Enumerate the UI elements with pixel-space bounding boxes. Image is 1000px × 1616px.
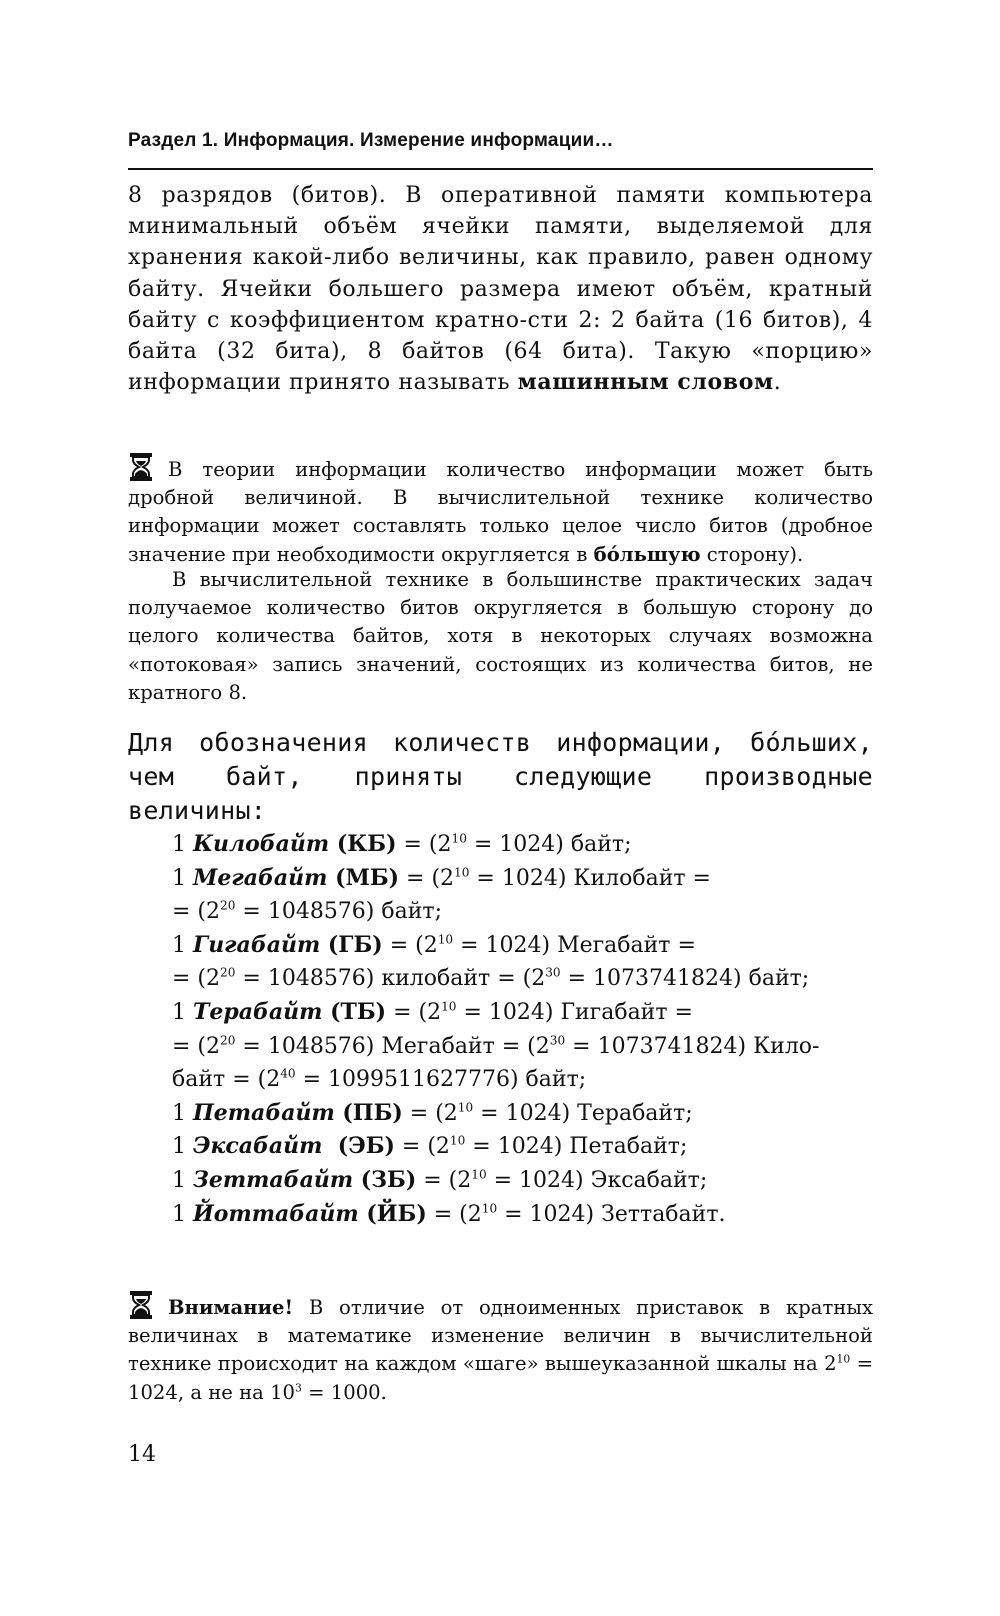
- unit-abbr: (ПБ): [334, 1099, 403, 1126]
- unit-count: 1: [172, 932, 193, 958]
- note-emphasis: бóльшую: [593, 542, 701, 566]
- exponent: 10: [836, 1352, 851, 1366]
- unit-formula-text: = 1024) Гигабайт =: [456, 999, 693, 1025]
- unit-abbr: (ТБ): [322, 998, 387, 1025]
- note-text: В теории информации количество информации может быть дробной величиной. В вычислительной технике количество информации может составлять только целое число битов (дробное значение при необходимости округляется в: [128, 458, 873, 566]
- unit-name: Гигабайт: [193, 931, 321, 958]
- exponent: 10: [457, 1100, 474, 1115]
- unit-formula-text: байт = (2: [172, 1067, 281, 1093]
- unit-name: Килобайт: [193, 831, 330, 857]
- note-text-end: сторону).: [700, 542, 804, 566]
- unit-line: [172, 996, 872, 1030]
- unit-abbr: (КБ): [329, 831, 397, 857]
- unit-formula-text: = 1024) Петабайт;: [465, 1134, 688, 1160]
- unit-line: [172, 862, 872, 896]
- unit-formula-text: = (2: [172, 899, 221, 925]
- page-number: 14: [128, 1442, 156, 1467]
- unit-formula-text: = (2: [382, 932, 438, 958]
- note-paragraph-2: В вычислительной технике в большинстве практических задач получаемое количество битов округляется в большую сторону до целого количества байтов, хотя в некоторых случаях возможна «потоковая» запись значений, состоящих из количества битов, не кратного 8.: [128, 568, 873, 704]
- warning-text: В отличие от одноименных приставок в кратных величинах в математике изменение величин в вычислительной технике происходит на каждом «шаге» вышеуказанной шкалы на: [128, 1296, 873, 1376]
- warning-formula-text: = 1000.: [301, 1380, 387, 1404]
- unit-formula-text: = 1024) Терабайт;: [473, 1100, 693, 1126]
- unit-formula-text: = (2: [394, 1134, 450, 1160]
- unit-formula-text: = 1024) Зеттабайт.: [497, 1201, 726, 1227]
- unit-formula-text: = (2: [416, 1167, 472, 1193]
- unit-formula-text: = (2: [426, 1201, 482, 1227]
- exponent: 10: [481, 1201, 498, 1216]
- unit-count: 1: [172, 1167, 193, 1193]
- exponent: 30: [549, 1033, 566, 1048]
- exponent: 20: [220, 898, 236, 913]
- unit-line: [172, 828, 872, 862]
- warning-paragraph: [128, 1290, 873, 1407]
- unit-line: [172, 1030, 872, 1064]
- exponent: 10: [449, 1133, 466, 1148]
- unit-abbr: (ЙБ): [358, 1200, 427, 1227]
- unit-formula-text: = 1024) байт;: [466, 832, 632, 857]
- unit-formula-text: = 1048576) Мегабайт = (2: [235, 1033, 550, 1059]
- unit-formula-text: = 1024) Эксабайт;: [486, 1167, 708, 1193]
- exponent: 3: [295, 1381, 302, 1395]
- warning-formula-text: 2: [824, 1352, 837, 1376]
- unit-formula-text: = (2: [386, 999, 442, 1025]
- intro-term: машинным словом: [517, 369, 774, 396]
- note-paragraph: [128, 452, 873, 569]
- unit-abbr: (МБ): [327, 864, 400, 891]
- exponent: 10: [471, 1167, 487, 1182]
- exponent: 40: [280, 1066, 296, 1081]
- unit-line: [172, 962, 872, 996]
- unit-line: [172, 1130, 872, 1164]
- unit-abbr: (ЗБ): [353, 1166, 417, 1193]
- unit-formula-text: = 1099511627776) байт;: [295, 1067, 587, 1093]
- units-list: [172, 828, 872, 1231]
- unit-count: 1: [172, 999, 193, 1025]
- unit-formula-text: = (2: [402, 1100, 458, 1126]
- unit-line: [172, 895, 872, 929]
- unit-name: Петабайт: [193, 1099, 335, 1126]
- intro-paragraph: [128, 180, 873, 398]
- hourglass-icon: [128, 1290, 154, 1320]
- exponent: 10: [451, 831, 467, 846]
- exponent: 20: [220, 965, 236, 980]
- unit-count: 1: [172, 832, 193, 857]
- unit-line: [172, 1097, 872, 1131]
- intro-text: 8 разрядов (битов). В оперативной памяти компьютера минимальный объём ячейки памяти, выделяемой для хранения какой-либо величины, как правило, равен одному байту. Ячейки большего размера имеют объём, кратный байту с коэффициентом кратно-сти 2: 2 байта (16 битов), 4 байта (32 бита), 8 байтов (64 бита). Такую «порцию» информации принято называть: [128, 183, 873, 396]
- unit-formula-text: = 1024) Килобайт =: [469, 865, 711, 891]
- unit-line: [172, 1164, 872, 1198]
- unit-formula-text: = 1048576) килобайт = (2: [235, 966, 546, 992]
- unit-count: 1: [172, 1100, 193, 1126]
- unit-formula-text: = 1073741824) байт;: [560, 966, 810, 992]
- unit-name: Эксабайт: [193, 1133, 323, 1160]
- intro-text-end: .: [773, 370, 782, 396]
- header-rule: [128, 168, 873, 170]
- exponent: 30: [545, 965, 561, 980]
- unit-formula-text: = (2: [396, 832, 452, 857]
- unit-formula-text: = 1024) Мегабайт =: [453, 932, 696, 958]
- unit-count: 1: [172, 1201, 193, 1227]
- unit-formula-text: = (2: [399, 865, 455, 891]
- unit-name: Мегабайт: [193, 864, 328, 891]
- unit-count: 1: [172, 1134, 193, 1160]
- unit-name: Зеттабайт: [193, 1166, 354, 1193]
- unit-formula-text: = (2: [172, 1033, 221, 1059]
- unit-name: Йоттабайт: [193, 1200, 359, 1227]
- unit-abbr: (ГБ): [320, 931, 383, 958]
- unit-line: [172, 1198, 872, 1232]
- unit-abbr: (ЭБ): [322, 1133, 395, 1160]
- exponent: 20: [220, 1033, 236, 1048]
- warning-label: Внимание!: [168, 1296, 294, 1319]
- unit-line: [172, 929, 872, 963]
- exponent: 10: [441, 999, 457, 1014]
- hourglass-icon: [128, 452, 154, 482]
- warning-formula-text: = 1024, а не на 10: [128, 1352, 873, 1404]
- unit-formula-text: = 1073741824) Кило-: [565, 1033, 820, 1059]
- unit-count: 1: [172, 865, 193, 891]
- unit-formula-text: = (2: [172, 966, 221, 992]
- exponent: 10: [454, 865, 470, 880]
- units-intro: Для обозначения количеств информации, бóльших, чем байт, приняты следующие производные величины:: [128, 728, 873, 825]
- unit-line: [172, 1063, 872, 1097]
- unit-formula-text: = 1048576) байт;: [235, 899, 442, 925]
- exponent: 10: [437, 932, 454, 947]
- running-header: Раздел 1. Информация. Измерение информации…: [128, 130, 614, 151]
- unit-name: Терабайт: [193, 998, 323, 1025]
